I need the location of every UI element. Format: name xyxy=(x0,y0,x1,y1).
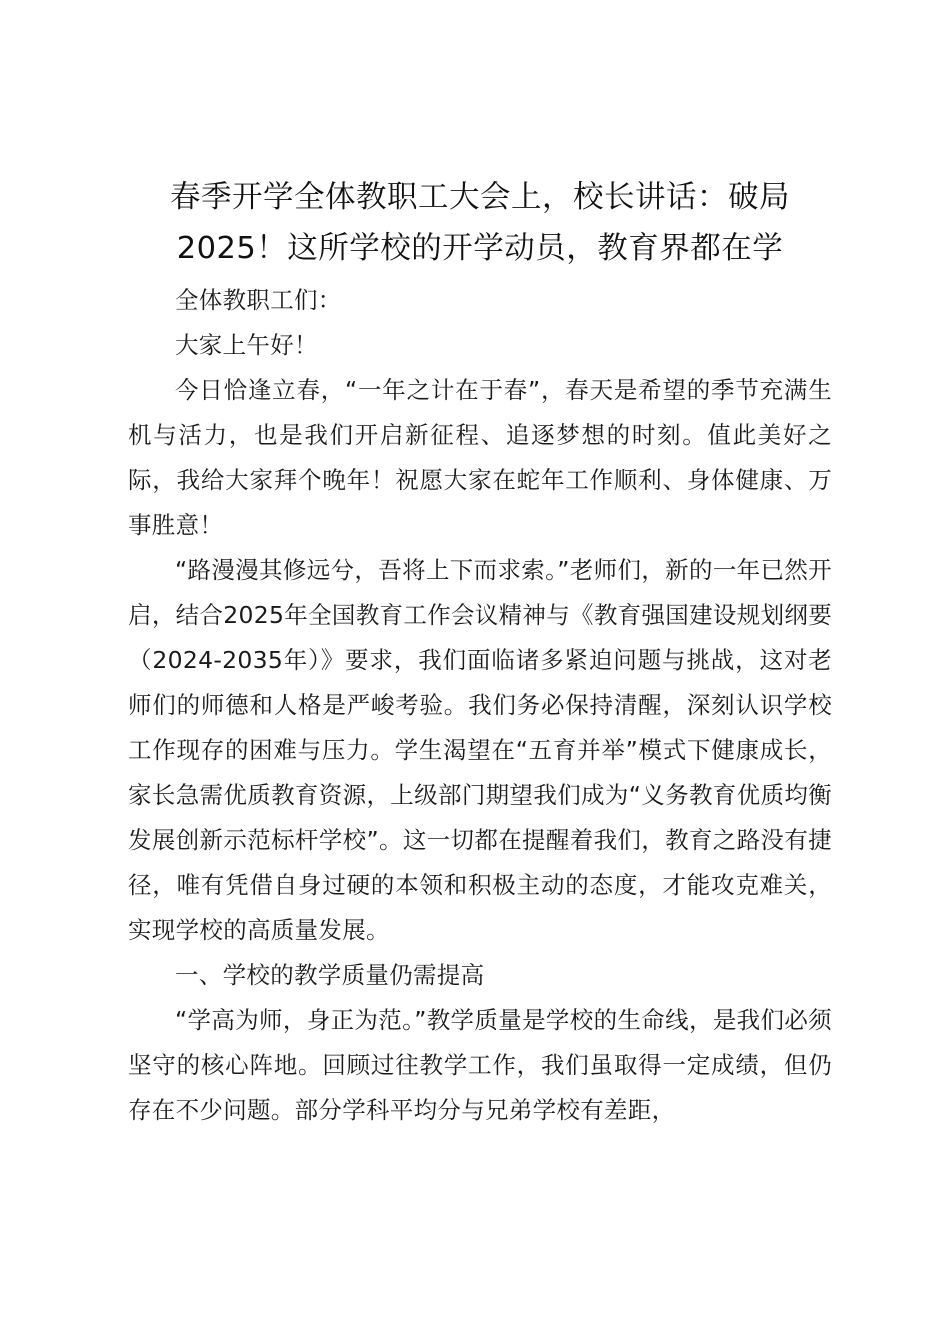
document-body xyxy=(128,278,832,1133)
document-page xyxy=(128,172,832,1133)
body-paragraph: “路漫漫其修远兮，吾将上下而求索。”老师们，新的一年已然开启，结合2025年全国教育工作会议精神与《教育强国建设规划纲要（2024-2035年）》要求，我们面临诸多紧迫问题与挑战，这对老师们的师德和人格是严峻考验。我们务必保持清醒，深刻认识学校工作现存的困难与压力。学生渴望在“五育并举”模式下健康成长，家长急需优质教育资源，上级部门期望我们成为“义务教育优质均衡发展创新示范标杆学校”。这一切都在提醒着我们，教育之路没有捷径，唯有凭借自身过硬的本领和积极主动的态度，才能攻克难关，实现学校的高质量发展。 xyxy=(128,556,832,944)
document-title: 春季开学全体教职工大会上，校长讲话：破局2025！这所学校的开学动员，教育界都在学 xyxy=(170,180,790,266)
section-heading: 一、学校的教学质量仍需提高 xyxy=(175,961,485,989)
body-paragraph: 今日恰逢立春，“一年之计在于春”，春天是希望的季节充满生机与活力，也是我们开启新征程、追逐梦想的时刻。值此美好之际，我给大家拜个晚年！祝愿大家在蛇年工作顺利、身体健康、万事胜意！ xyxy=(128,376,832,539)
greeting-paragraph: 全体教职工们： xyxy=(175,286,342,314)
greeting-line: 大家上午好！ xyxy=(175,331,318,359)
body-paragraph: “学高为师，身正为范。”教学质量是学校的生命线，是我们必须坚守的核心阵地。回顾过往教学工作，我们虽取得一定成绩，但仍存在不少问题。部分学科平均分与兄弟学校有差距， xyxy=(128,1006,832,1124)
